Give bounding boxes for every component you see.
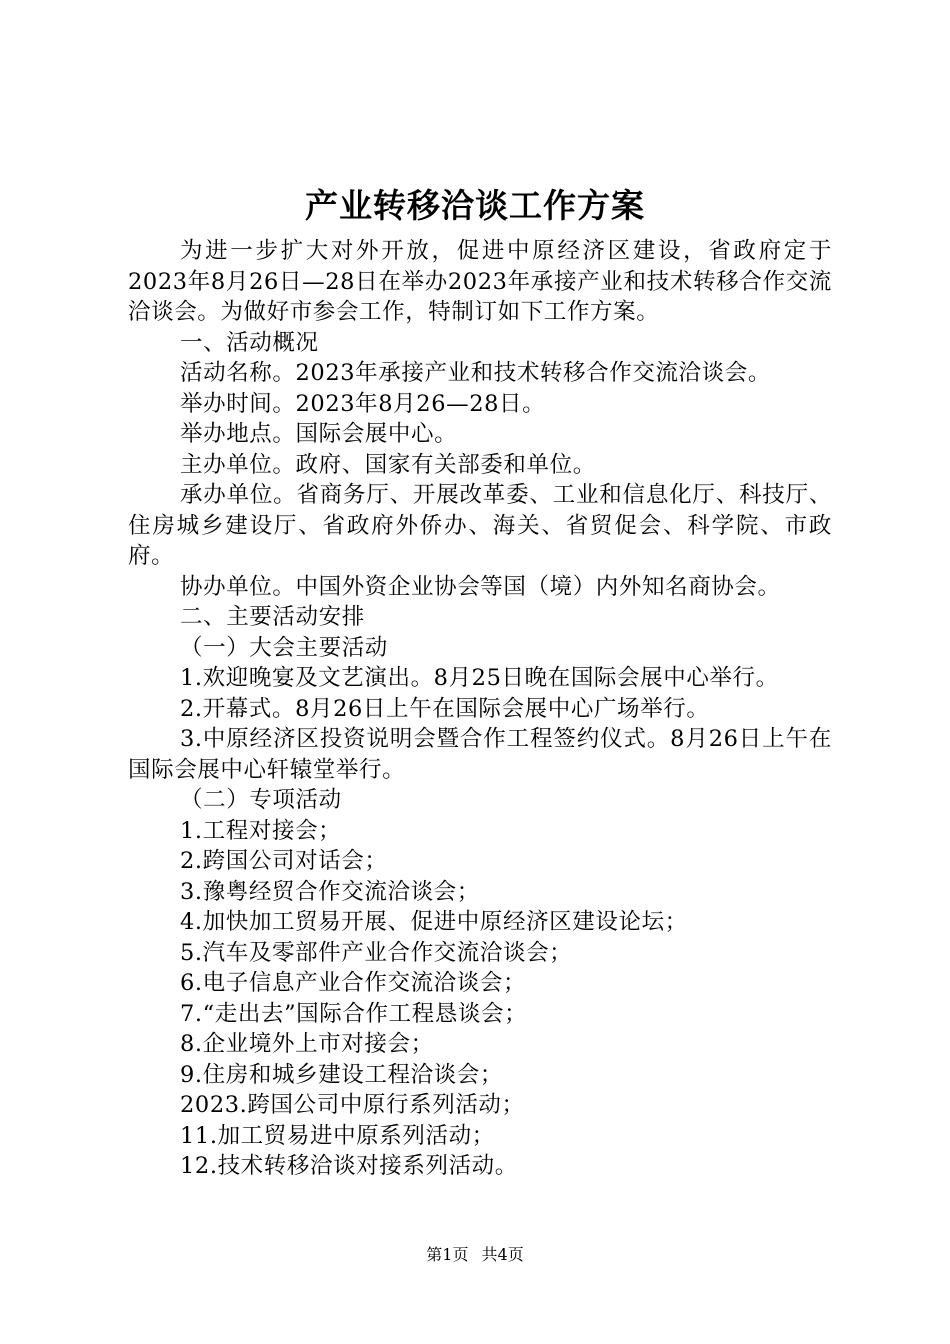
list-item: 12.技术转移洽谈对接系列活动。 xyxy=(180,1153,518,1179)
list-item: 2.开幕式。8月26日上午在国际会展中心广场举行。 xyxy=(180,695,710,722)
paragraph: 主办单位。政府、国家有关部委和单位。 xyxy=(180,451,596,478)
list-item: 3.豫粤经贸合作交流洽谈会； xyxy=(180,878,480,905)
list-item: 1.欢迎晚宴及文艺演出。8月25日晚在国际会展中心举行。 xyxy=(180,665,779,691)
document-body xyxy=(128,236,832,1182)
paragraph: 承办单位。省商务厅、开展改革委、工业和信息化厅、科技厅、住房城乡建设厅、省政府外侨办、海关、省贸促会、科学院、市政府。 xyxy=(128,482,832,569)
paragraph: 举办时间。2023年8月26—28日。 xyxy=(180,390,546,417)
list-item: 9.住房和城乡建设工程洽谈会； xyxy=(180,1061,503,1088)
list-item: 8.企业境外上市对接会； xyxy=(180,1031,434,1057)
subsection-heading: （二）专项活动 xyxy=(180,787,342,813)
list-item: 5.汽车及零部件产业合作交流洽谈会； xyxy=(180,939,573,966)
subsection-heading: （一）大会主要活动 xyxy=(180,634,388,661)
section-heading: 一、活动概况 xyxy=(180,329,319,356)
list-item: 11.加工贸易进中原系列活动； xyxy=(180,1122,495,1149)
paragraph: 举办地点。国际会展中心。 xyxy=(180,421,458,447)
list-item: 2023.跨国公司中原行系列活动； xyxy=(180,1092,525,1118)
section-heading: 二、主要活动安排 xyxy=(180,604,365,630)
page-total: 共4页 xyxy=(481,1245,524,1264)
page-number: 第1页 xyxy=(426,1245,469,1264)
paragraph: 为进一步扩大对外开放，促进中原经济区建设，省政府定于2023年8月26日—28日在举办2023年承接产业和技术转移合作交流洽谈会。为做好市参会工作，特制订如下工作方案。 xyxy=(128,238,832,325)
list-item: 7.“走出去”国际合作工程恳谈会； xyxy=(180,1000,528,1027)
list-item: 6.电子信息产业合作交流洽谈会； xyxy=(180,970,527,996)
paragraph: 协办单位。中国外资企业协会等国（境）内外知名商协会。 xyxy=(180,573,781,600)
page-footer xyxy=(0,1244,950,1266)
list-item: 3.中原经济区投资说明会暨合作工程签约仪式。8月26日上午在国际会展中心轩辕堂举行。 xyxy=(128,726,832,783)
list-item: 1.工程对接会； xyxy=(180,817,342,844)
list-item: 2.跨国公司对话会； xyxy=(180,848,388,874)
list-item: 4.加快加工贸易开展、促进中原经济区建设论坛； xyxy=(180,909,688,935)
document-title: 产业转移洽谈工作方案 xyxy=(305,186,645,225)
paragraph: 活动名称。2023年承接产业和技术转移合作交流洽谈会。 xyxy=(180,360,771,386)
